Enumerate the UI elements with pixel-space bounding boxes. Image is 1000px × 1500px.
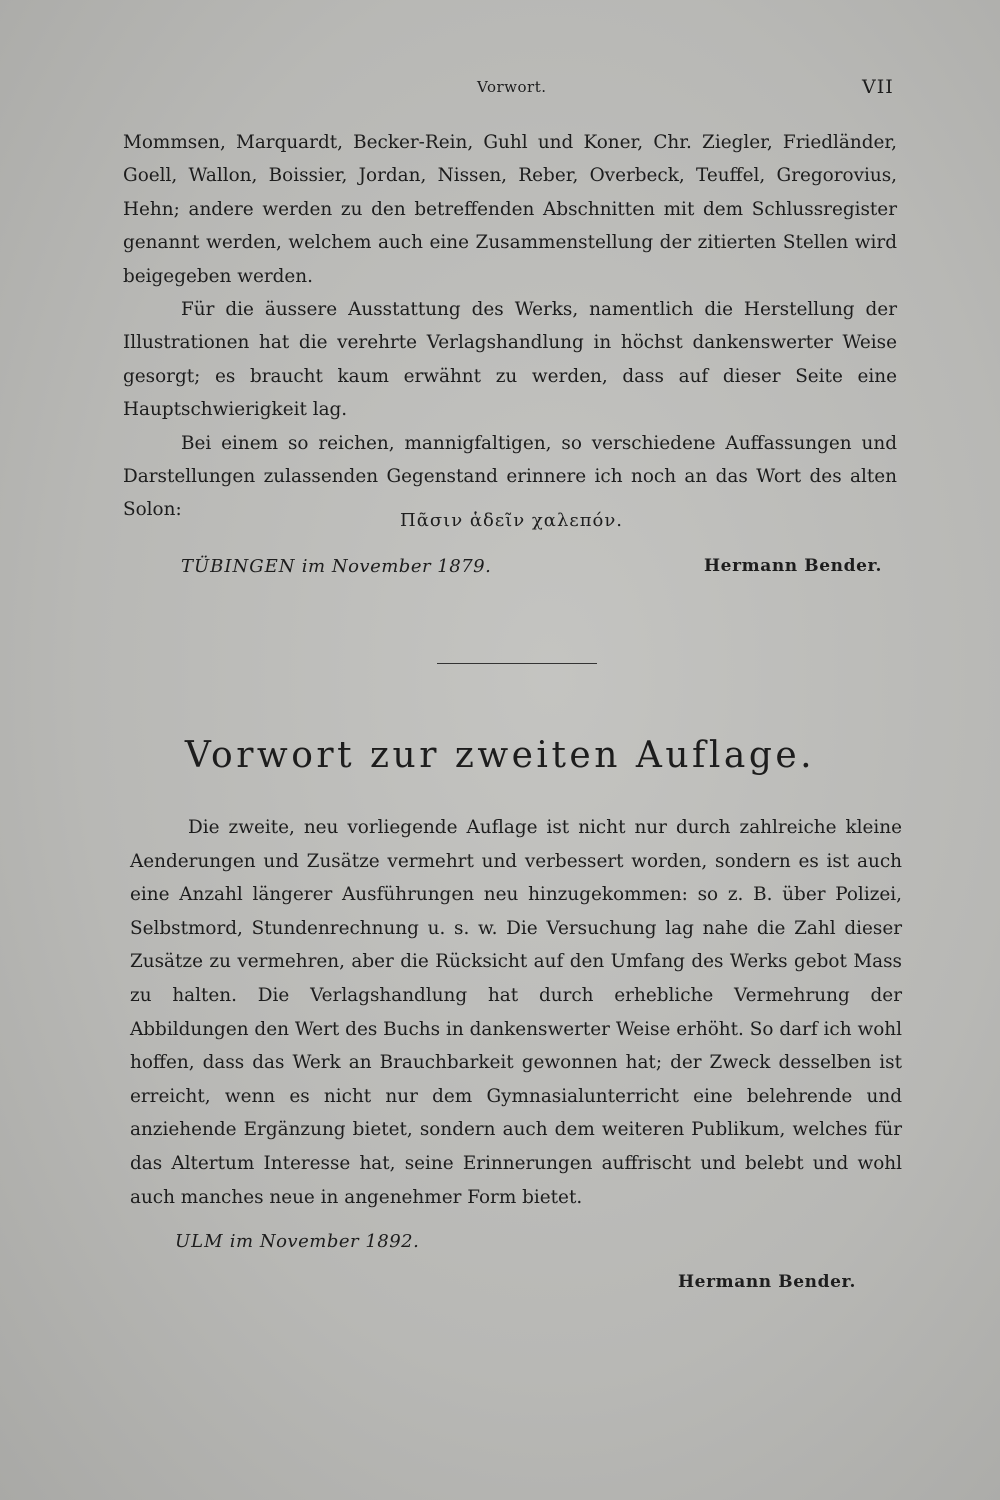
paragraph-illustrations: Für die äussere Ausstattung des Werks, namentlich die Herstellung der Illustrationen hat die verehrte Verlagshandlung in höchst dankenswerter Weise gesorgt; es braucht kaum erwähnt zu werden, dass auf dieser Seite eine Hauptschwierigkeit lag.: [123, 299, 897, 421]
signature-1892: Hermann Bender.: [678, 1272, 857, 1292]
place-date-1879: [181, 556, 491, 577]
date-text: im November 1879.: [301, 556, 492, 577]
paragraph-second-edition: Die zweite, neu vorliegende Auflage ist nicht nur durch zahlreiche kleine Aenderungen und Zusätze vermehrt und verbessert worden, sondern es ist auch eine Anzahl längerer Ausführungen neu hinzugekommen: so z. B. über Polizei, Selbstmord, Stundenrechnung u. s. w. Die Versuchung lag nahe die Zahl dieser Zusätze zu vermehren, aber die Rücksicht auf den Umfang des Werks gebot Mass zu halten. Die Verlagshandlung hat durch erhebliche Vermehrung der Abbildungen den Wert des Buchs in dankenswerter Weise erhöht. So darf ich wohl hoffen, dass das Werk an Brauchbarkeit gewonnen hat; der Zweck desselben ist erreicht, wenn es nicht nur dem Gymnasialunterricht eine belehrende und anziehende Ergänzung bietet, sondern auch dem weiteren Publikum, welches für das Altertum Interesse hat, seine Erinnerungen auffrischt und belebt und wohl auch manches neue in angenehmer Form bietet.: [130, 817, 902, 1208]
section-divider: [437, 663, 597, 664]
running-header: [0, 78, 1000, 102]
page-number: VII: [862, 76, 894, 98]
place-name: ULM: [175, 1231, 224, 1252]
date-text: im November 1892.: [229, 1231, 420, 1252]
section-heading: Vorwort zur zweiten Auflage.: [184, 735, 816, 776]
greek-quote: Πᾶσιν ἁδεῖν χαλεπόν.: [400, 510, 624, 531]
second-edition-preface: [130, 811, 902, 1214]
paragraph-authors: Mommsen, Marquardt, Becker-Rein, Guhl und Koner, Chr. Ziegler, Friedländer, Goell, Wallon, Boissier, Jordan, Nissen, Reber, Overbeck, Teuffel, Gregorovius, Hehn; andere werden zu den betreffenden Abschnitten mit dem Schlussregister genannt werden, welchem auch eine Zusammenstellung der zitierten Stellen wird beigegeben werden.: [123, 132, 897, 287]
preface-continuation: [123, 126, 897, 527]
place-date-1892: [175, 1231, 419, 1252]
paragraph-solon: Bei einem so reichen, mannigfaltigen, so verschiedene Auffassungen und Darstellungen zulassenden Gegenstand erinnere ich noch an das Wort des alten Solon:: [123, 432, 897, 521]
place-name: TÜBINGEN: [181, 556, 296, 577]
header-title: Vorwort.: [477, 78, 547, 96]
signature-1879: Hermann Bender.: [704, 556, 883, 576]
